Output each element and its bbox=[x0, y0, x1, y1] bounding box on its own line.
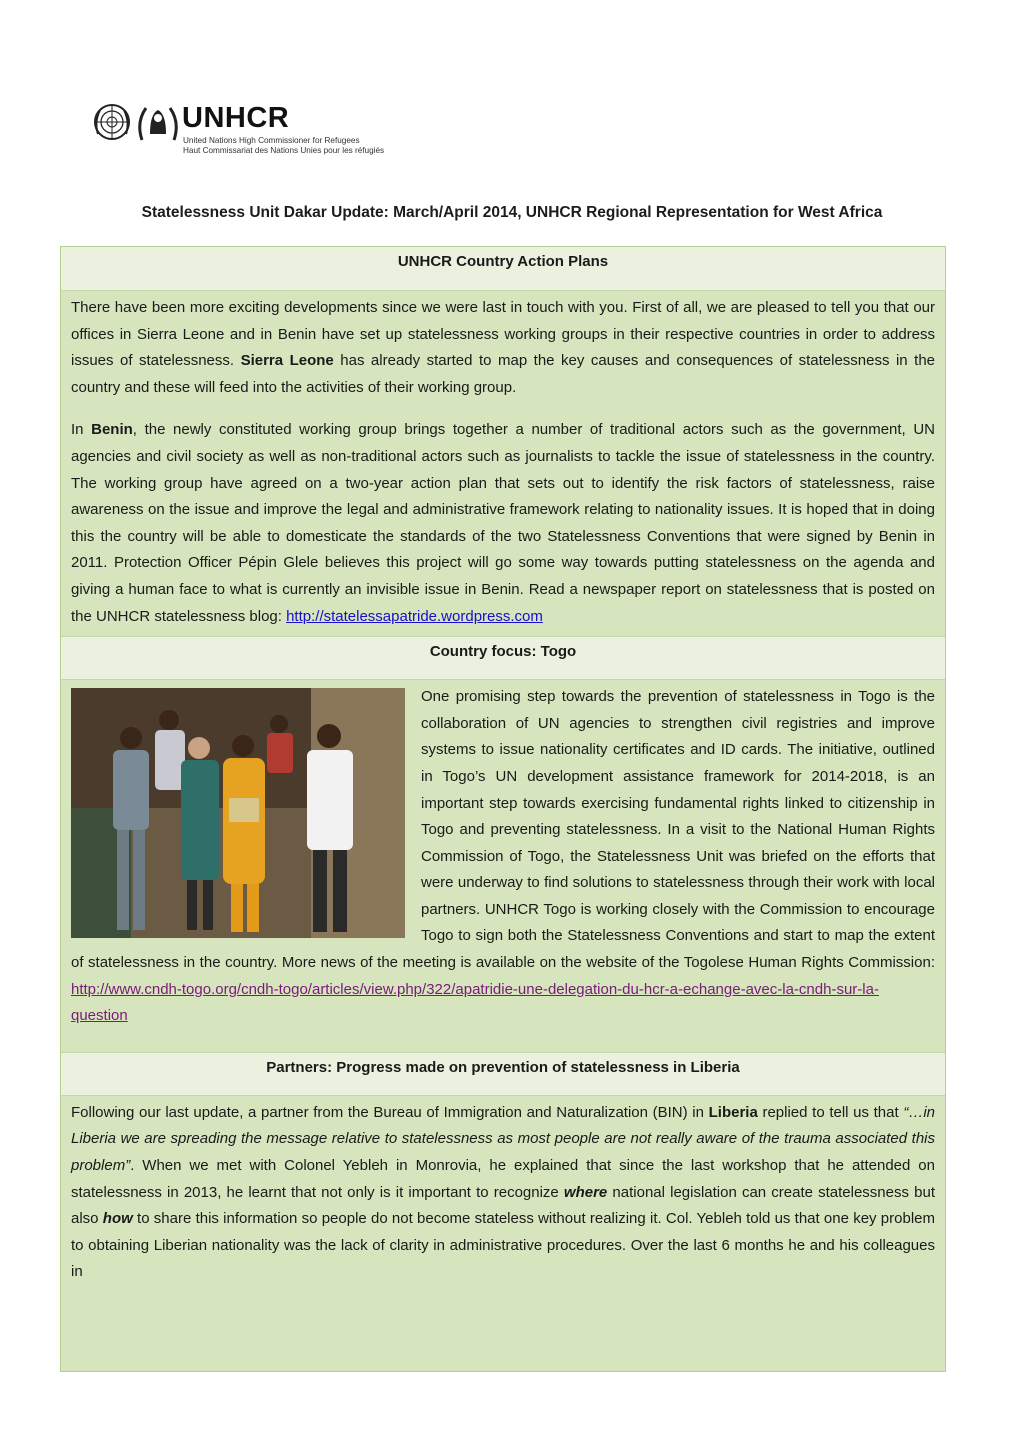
section-body-liberia bbox=[61, 1096, 945, 1292]
section-heading-togo: Country focus: Togo bbox=[61, 636, 945, 680]
text-run: , the newly constituted working group brings together a number of traditional actors such as the government, UN agencies and civil society as well as non-traditional actors such as journalists to tackle the issue of statelessness in the country. The working group have agreed on a two-year action plan that sets out to identify the risk factors of statelessness, raise awareness on the issue and improve the legal and administrative framework relating to nationality issues. It is hoped that in doing this the country will be able to domesticate the standards of the two Statelessness Conventions that were signed by Benin in 2011. Protection Officer Pépin Glele believes this project will go some way towards putting statelessness on the agenda and giving a human face to what is currently an invisible issue in Benin. Read a newspaper report on statelessness that is posted on the UNHCR statelessness blog: bbox=[71, 421, 935, 625]
text-run: to share this information so people do not become stateless without realizing it. Col. Yebleh told us that one key problem to obtaining Liberian nationality was the lack of clarity in administrative procedures. Over the last 6 months he and his colleagues in bbox=[71, 1210, 935, 1281]
logo-brand: UNHCR bbox=[182, 102, 290, 134]
paragraph bbox=[71, 295, 935, 401]
text-run: replied to tell us that bbox=[757, 1103, 904, 1121]
document-title: Statelessness Unit Dakar Update: March/April 2014, UNHCR Regional Representation for West Africa bbox=[141, 204, 883, 221]
quote-italic: “…in Liberia we are spreading the message relative to statelessness as most people are not really aware of the trauma associated this problem” bbox=[71, 1103, 935, 1175]
blog-link[interactable]: http://statelessapatride.wordpress.com bbox=[286, 607, 543, 625]
section-heading-action-plans: UNHCR Country Action Plans bbox=[61, 247, 945, 291]
text-run: One promising step towards the prevention of statelessness in Togo is the collaboration of UN agencies to strengthen civil registries and improve systems to issue nationality certificates and ID cards. The initiative, outlined in Togo’s UN development assistance framework for 2014-2018, is an important step towards exercising fundamental rights linked to citizenship in Togo and preventing statelessness. In a visit to the National Human Rights Commission of Togo, the Statelessness Unit was briefed on the efforts that were underway to find solutions to statelessness through their work with local partners. UNHCR Togo is working closely with the Commission to encourage Togo to sign both the Statelessness Conventions and start to map the extent of statelessness in the country. More news of the meeting is available on the website of the Togolese Human Rights Commission: bbox=[71, 688, 935, 972]
group-photo bbox=[71, 688, 405, 938]
text-bold: Benin bbox=[91, 421, 133, 439]
paragraph bbox=[71, 417, 935, 630]
section-body-togo bbox=[61, 680, 945, 1052]
paragraph bbox=[71, 1100, 935, 1286]
emphasis-where: where bbox=[563, 1183, 608, 1201]
logo-subtitle-en: United Nations High Commissioner for Refugees bbox=[183, 136, 360, 145]
text-run: national legislation can create statelessness but also bbox=[71, 1183, 935, 1228]
newsletter-table bbox=[60, 246, 946, 1372]
logo-subtitle-fr: Haut Commissariat des Nations Unies pour les réfugiés bbox=[183, 146, 385, 155]
text-bold: Sierra Leone bbox=[240, 352, 334, 370]
text-run: In bbox=[71, 421, 92, 439]
text-bold: Liberia bbox=[708, 1103, 758, 1121]
unhcr-logo bbox=[92, 100, 402, 160]
text-run: Following our last update, a partner from the Bureau of Immigration and Naturalization (BIN) in bbox=[71, 1103, 709, 1121]
text-run: . When we met with Colonel Yebleh in Monrovia, he explained that since the last workshop that he attended on statelessness in 2013, he learnt that not only is it important to recognize bbox=[71, 1157, 935, 1201]
section-body-action-plans bbox=[61, 291, 945, 636]
emphasis-how: how bbox=[102, 1210, 133, 1228]
text-run: There have been more exciting developments since we were last in touch with you. First of all, we are pleased to tell you that our offices in Sierra Leone and in Benin have set up statelessness working groups in their respective countries in order to address issues of statelessness. bbox=[71, 299, 935, 370]
text-run: has already started to map the key causes and consequences of statelessness in the country and these will feed into the activities of their working group. bbox=[71, 352, 935, 396]
section-heading-liberia: Partners: Progress made on prevention of statelessness in Liberia bbox=[61, 1052, 945, 1096]
cndh-link[interactable]: http://www.cndh-togo.org/cndh-togo/articles/view.php/322/apatridie-une-delegation-du-hcr-a-echange-avec-la-cndh-sur-la-question bbox=[71, 980, 879, 1025]
un-emblem-icon bbox=[92, 100, 180, 148]
